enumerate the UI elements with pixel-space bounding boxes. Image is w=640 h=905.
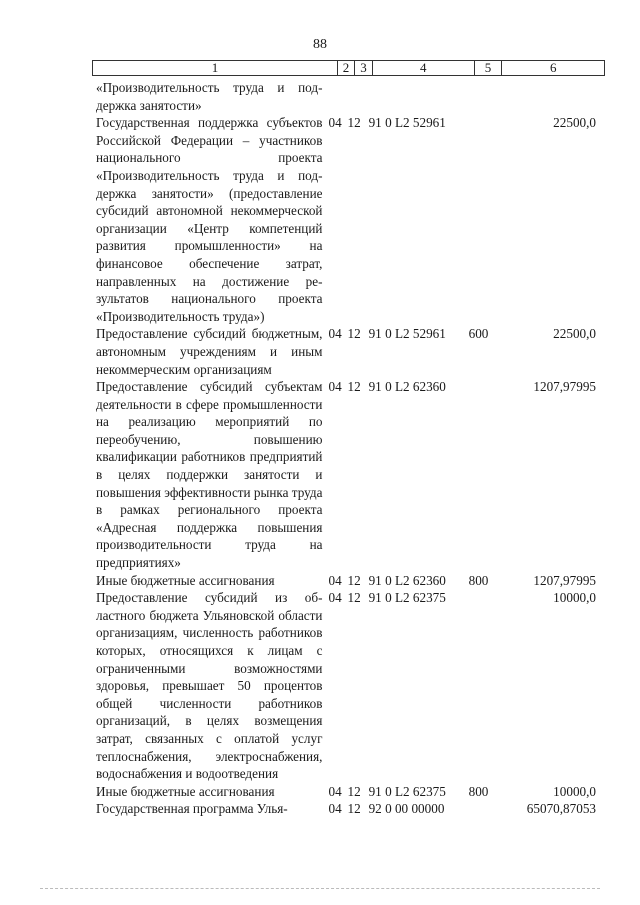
header-col-1: 1	[211, 60, 219, 75]
row-expense-type	[469, 589, 497, 783]
row-description: Государственная программа Улья-	[96, 801, 288, 817]
row-expense-type	[469, 378, 497, 572]
row-target-code: 91 0 L2 52961	[368, 115, 446, 131]
budget-table	[96, 79, 606, 818]
row-target-code: 91 0 L2 62375	[368, 590, 446, 606]
header-col-2: 2	[337, 61, 354, 75]
table-row	[96, 114, 606, 325]
row-expense-type	[469, 114, 497, 325]
row-expense-type	[469, 800, 497, 818]
row-expense-type: 800	[468, 783, 489, 799]
row-description: Предоставление субсидий бюджетным, автономным учреждениям и иным некоммерческим организациям	[96, 326, 323, 377]
row-amount	[497, 79, 606, 114]
table-row	[96, 572, 606, 590]
row-amount: 1207,97995	[533, 379, 597, 395]
row-description: Иные бюджетные ассигнования	[96, 572, 275, 588]
table-row	[96, 325, 606, 378]
table-row	[96, 783, 606, 801]
header-col-3: 3	[354, 61, 372, 75]
page-edge-line	[40, 888, 600, 889]
row-description: Иные бюджетные ассигнования	[96, 783, 275, 799]
row-section: 04	[328, 590, 342, 606]
row-amount: 65070,87053	[526, 801, 597, 817]
row-subsection: 12	[347, 115, 361, 131]
header-col-6: 6	[501, 61, 604, 75]
row-section: 04	[328, 783, 342, 799]
table-row	[96, 800, 606, 818]
row-subsection: 12	[347, 801, 361, 817]
row-subsection: 12	[347, 572, 361, 588]
row-subsection: 12	[347, 590, 361, 606]
row-amount: 10000,0	[553, 590, 597, 606]
row-target-code: 91 0 L2 62375	[368, 783, 446, 799]
row-expense-type: 600	[468, 326, 489, 342]
row-expense-type: 800	[468, 572, 489, 588]
header-col-5: 5	[474, 61, 502, 75]
row-description: Предоставление субсидий из областного бюджета Ульяновской области организациям, численность работников которых, относящихся к лицам с ограниченными возможностями здоровья, превышает 50 процентов общей численности работников организаций, в целях возмещения затрат, связанных с оплатой услуг теплоснабжения, электроснабжения, водоснабжения и водоотведения	[96, 590, 323, 782]
row-target-code: 91 0 L2 52961	[368, 326, 446, 342]
table-row	[96, 79, 606, 114]
row-section: 04	[328, 326, 342, 342]
row-description: Предоставление субсидий субъектам деятельности в сфере промышленности на реализацию мероприятий по переобучению, повышению квалификации работников предприятий в целях поддержки занятости и повышения эффективности рынка труда в рамках регионального проекта «Адресная поддержка повышения производительности труда на предприятиях»	[96, 379, 323, 571]
row-amount: 10000,0	[553, 783, 597, 799]
row-section: 04	[328, 115, 342, 131]
table-row	[96, 589, 606, 783]
row-amount: 22500,0	[553, 326, 597, 342]
row-amount: 22500,0	[553, 115, 597, 131]
table-header	[92, 60, 605, 76]
row-section: 04	[328, 801, 342, 817]
row-target-code: 91 0 L2 62360	[368, 379, 446, 395]
row-section: 04	[328, 572, 342, 588]
row-expense-type	[469, 79, 497, 114]
row-subsection	[345, 79, 364, 114]
table-row	[96, 378, 606, 572]
row-target-code	[364, 79, 469, 114]
row-description: Государственная поддержка субъектов Российской Федерации – участников национального проекта «Производительность труда и поддержка занятости» (предоставление субсидий автономной некоммерческой организации «Центр компетенций развития промышленности» на финансовое обеспечение затрат, направленных на достижение результатов национального проекта «Производительность труда»)	[96, 115, 323, 324]
row-subsection: 12	[347, 379, 361, 395]
row-section	[322, 79, 344, 114]
row-target-code: 92 0 00 00000	[368, 801, 445, 817]
row-section: 04	[328, 379, 342, 395]
row-description: «Производительность труда и поддержка занятости»	[96, 80, 323, 113]
row-target-code: 91 0 L2 62360	[368, 572, 446, 588]
row-subsection: 12	[347, 783, 361, 799]
header-col-4: 4	[372, 61, 474, 75]
row-amount: 1207,97995	[533, 572, 597, 588]
row-subsection: 12	[347, 326, 361, 342]
page-number: 88	[313, 37, 327, 52]
